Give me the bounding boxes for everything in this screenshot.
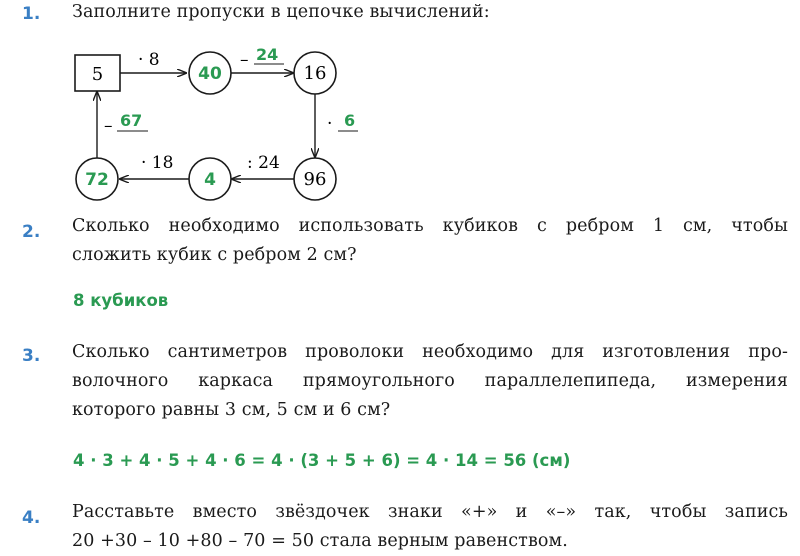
- start-value: 5: [91, 64, 104, 85]
- calculation-chain-diagram: [0, 40, 800, 240]
- task-4-line-2: 20 +30 – 10 +80 – 70 = 50 стала верным равенством.: [72, 531, 568, 551]
- op-mul-down: ·: [327, 114, 333, 134]
- task-3-text: [72, 338, 788, 425]
- task-2-answer: 8 кубиков: [73, 291, 169, 310]
- task-4-line-1: Расставьте вместо звёздочек знаки «+» и «–» так, чтобы запись: [72, 502, 788, 522]
- task-2-text: [72, 212, 788, 270]
- task-3-line-3: которого равны 3 см, 5 см и 6 см?: [72, 400, 391, 420]
- task-1-text: Заполните пропуски в цепочке вычислений:: [72, 2, 490, 22]
- value-72: 72: [85, 170, 109, 190]
- value-96: 96: [303, 169, 327, 190]
- value-16: 16: [303, 63, 327, 84]
- answer-6: 6: [344, 111, 356, 130]
- answer-67: 67: [120, 111, 143, 130]
- task-3-number: 3.: [22, 346, 41, 366]
- op-mul-8: · 8: [138, 50, 160, 70]
- task-2-number: 2.: [22, 222, 41, 242]
- value-40: 40: [198, 64, 222, 84]
- task-2-line-2: сложить кубик с ребром 2 см?: [72, 245, 357, 265]
- op-minus: –: [240, 50, 249, 70]
- task-1-number: 1.: [22, 4, 41, 24]
- task-3-line-1: Сколько сантиметров проволоки необходимо для изготовления про-: [72, 342, 788, 362]
- task-3-answer: 4 · 3 + 4 · 5 + 4 · 6 = 4 · (3 + 5 + 6) = 4 · 14 = 56 (см): [73, 451, 571, 470]
- task-4-text: [72, 498, 788, 556]
- task-3-line-2: волочного каркаса прямоугольного параллелепипеда, измерения: [72, 371, 788, 391]
- value-4: 4: [204, 170, 216, 190]
- op-minus-up: –: [104, 116, 113, 136]
- answer-24: 24: [256, 45, 279, 64]
- op-mul-18: · 18: [141, 153, 174, 173]
- op-div-24: : 24: [247, 153, 280, 173]
- task-2-line-1: Сколько необходимо использовать кубиков с ребром 1 см, чтобы: [72, 216, 788, 236]
- task-4-number: 4.: [22, 508, 41, 528]
